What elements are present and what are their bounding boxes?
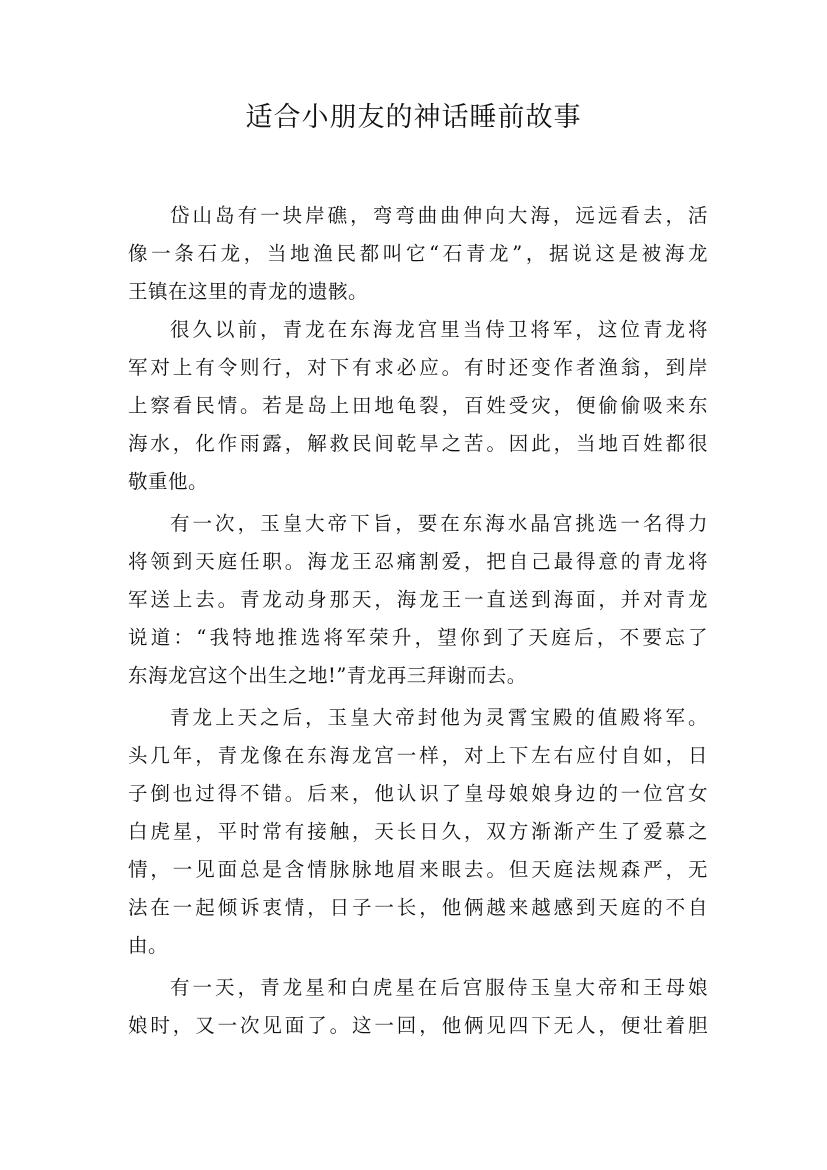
text-line: 由。 <box>128 934 169 957</box>
text-line: 很久以前，青龙在东海龙宫里当侍卫将军，这位青龙将 <box>170 318 708 341</box>
text-line: 有一天，青龙星和白虎星在后宫服侍玉皇大帝和王母娘 <box>170 976 708 999</box>
text-line: 军送上去。青龙动身那天，海龙王一直送到海面，并对青龙 <box>128 588 708 611</box>
text-line: 青龙上天之后，玉皇大帝封他为灵霄宝殿的值殿将军。 <box>170 706 708 729</box>
text-line: 白虎星，平时常有接触，天长日久，双方渐渐产生了爱慕之 <box>128 820 708 843</box>
text-line: 情，一见面总是含情脉脉地眉来眼去。但天庭法规森严，无 <box>128 858 708 881</box>
text-line: 军对上有令则行，对下有求必应。有时还变作者渔翁，到岸 <box>128 356 708 379</box>
text-line: 头几年，青龙像在东海龙宫一样，对上下左右应付自如，日 <box>128 744 708 767</box>
text-line: 有一次，玉皇大帝下旨，要在东海水晶宫挑选一名得力 <box>170 512 708 535</box>
document-title: 适合小朋友的神话睡前故事 <box>245 102 582 133</box>
text-line: 将领到天庭任职。海龙王忍痛割爱，把自己最得意的青龙将 <box>128 550 708 573</box>
text-line: 海水，化作雨露，解救民间乾旱之苦。因此，当地百姓都很 <box>128 432 708 455</box>
text-line: 娘时，又一次见面了。这一回，他俩见四下无人，便壮着胆 <box>128 1014 708 1037</box>
text-line: 王镇在这里的青龙的遗骸。 <box>128 280 369 303</box>
text-line: 东海龙宫这个出生之地!”青龙再三拜谢而去。 <box>128 664 527 687</box>
text-line: 像一条石龙，当地渔民都叫它“石青龙”，据说这是被海龙 <box>128 242 708 265</box>
text-line: 岱山岛有一块岸礁，弯弯曲曲伸向大海，远远看去，活 <box>170 204 708 227</box>
text-line: 说道：“我特地推选将军荣升，望你到了天庭后，不要忘了 <box>128 626 708 649</box>
text-line: 上察看民情。若是岛上田地龟裂，百姓受灾，便偷偷吸来东 <box>128 394 708 417</box>
text-line: 法在一起倾诉衷情，日子一长，他俩越来越感到天庭的不自 <box>128 896 708 919</box>
text-line: 子倒也过得不错。后来，他认识了皇母娘娘身边的一位宫女 <box>128 782 708 805</box>
text-line: 敬重他。 <box>128 470 209 493</box>
